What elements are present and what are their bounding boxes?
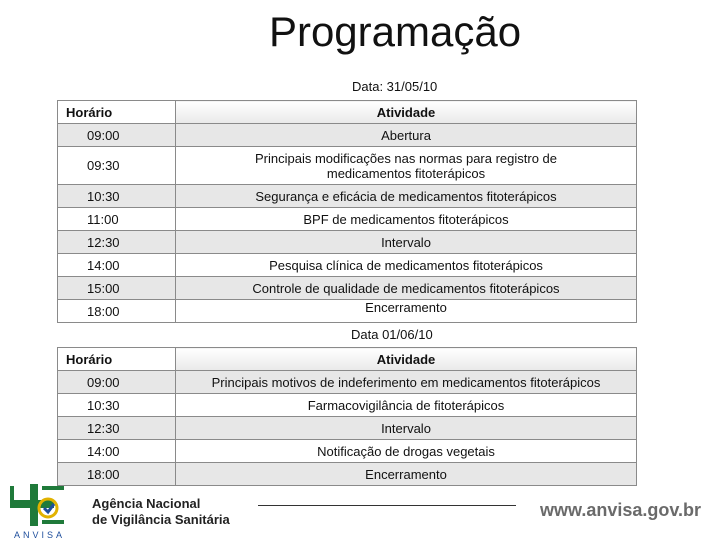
header-time: Horário [58,101,176,124]
table-row [58,147,637,185]
row-activity: Segurança e eficácia de medicamentos fitoterápicos [176,185,637,208]
table-row [58,277,637,300]
page-title: Programação [268,8,522,55]
row-time: 12:30 [58,417,176,440]
table-header-row [58,101,637,124]
footer-divider [258,505,516,506]
logo-text: ANVISA [14,530,66,540]
row-time: 18:00 [58,463,176,486]
agency-line2: de Vigilância Sanitária [92,512,230,527]
agency-line1: Agência Nacional [92,496,201,511]
row-activity: Intervalo [176,417,637,440]
row-activity: Pesquisa clínica de medicamentos fitoterápicos [176,254,637,277]
row-time: 12:30 [58,231,176,254]
table-row [58,231,637,254]
table-header-row [58,348,637,371]
table-row [58,185,637,208]
table-row [58,417,637,440]
header-time: Horário [58,348,176,371]
anvisa-logo-icon [8,482,74,540]
website-url[interactable]: www.anvisa.gov.br [540,500,702,520]
table-row [58,440,637,463]
row-activity: BPF de medicamentos fitoterápicos [176,208,637,231]
row-activity: Principais modificações nas normas para registro de medicamentos fitoterápicos [176,147,637,185]
row-activity: Controle de qualidade de medicamentos fitoterápicos [176,277,637,300]
table-row [58,124,637,147]
table-row [58,208,637,231]
table-row [58,300,637,323]
row-time: 09:00 [58,371,176,394]
row-time: 09:30 [58,147,176,185]
row-time: 09:00 [58,124,176,147]
row-time: 14:00 [58,440,176,463]
row-time: 10:30 [58,394,176,417]
row-time: 15:00 [58,277,176,300]
row-activity: Farmacovigilância de fitoterápicos [176,394,637,417]
day1-schedule-table [57,100,637,323]
row-activity: Encerramento [176,463,637,486]
row-activity: Notificação de drogas vegetais [176,440,637,463]
table-row [58,254,637,277]
day2-schedule-table [57,347,637,486]
row-activity: Encerramento [176,300,637,323]
row-activity: Abertura [176,124,637,147]
table-row [58,394,637,417]
day1-date: Data: 31/05/10 [352,79,438,94]
row-time: 10:30 [58,185,176,208]
row-time: 11:00 [58,208,176,231]
row-activity: Principais motivos de indeferimento em medicamentos fitoterápicos [176,371,637,394]
table-row [58,463,637,486]
table-row [58,371,637,394]
header-activity: Atividade [176,348,637,371]
agency-name [92,496,230,528]
day2-date: Data 01/06/10 [351,327,433,342]
row-activity: Intervalo [176,231,637,254]
header-activity: Atividade [176,101,637,124]
row-time: 14:00 [58,254,176,277]
row-time: 18:00 [58,300,176,323]
